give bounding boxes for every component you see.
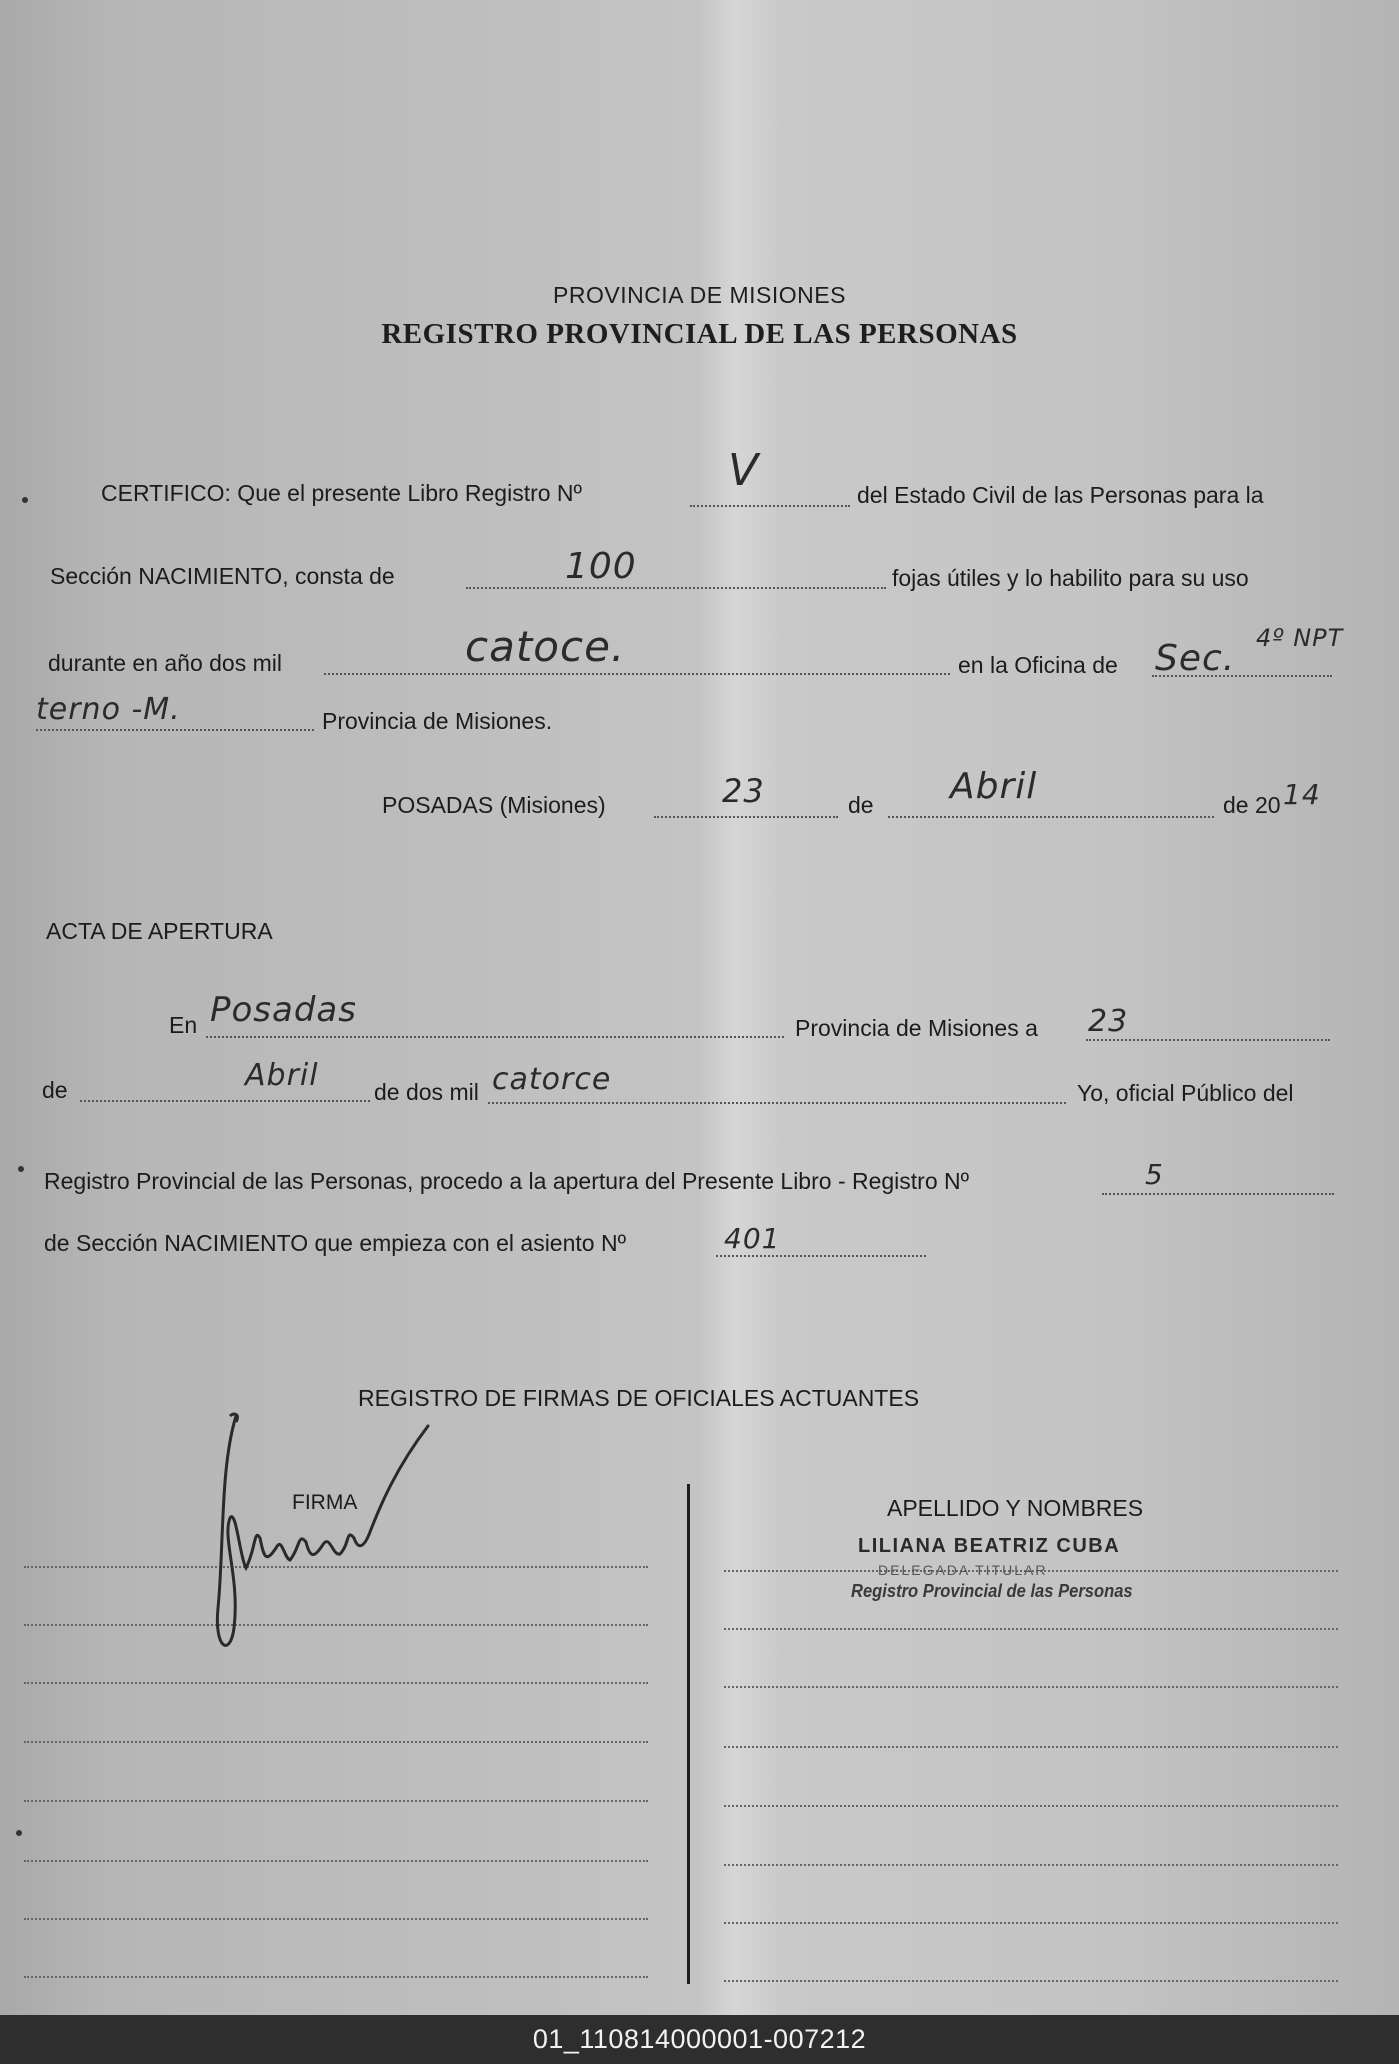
cert-line2-end: fojas útiles y lo habilito para su uso: [892, 565, 1249, 591]
province-title: PROVINCIA DE MISIONES: [553, 282, 846, 308]
cert-line1-end: del Estado Civil de las Personas para la: [857, 482, 1264, 508]
oficina-note-handwritten: 4º NPT: [1256, 624, 1344, 652]
acta-anio-handwritten: catorce: [492, 1062, 612, 1097]
nombres-column-label: APELLIDO Y NOMBRES: [887, 1495, 1144, 1521]
name-line: [724, 1805, 1338, 1807]
acta-line4-text: de Sección NACIMIENTO que empieza con el asiento Nº: [44, 1230, 626, 1256]
acta-de-label: de: [42, 1077, 68, 1103]
signature-line: [24, 1741, 648, 1743]
signature-line: [24, 1976, 648, 1978]
dia-handwritten: 23: [722, 772, 765, 810]
de-anio-label: de 20: [1223, 792, 1281, 818]
acta-dos-mil-label: de dos mil: [374, 1079, 479, 1105]
mes-handwritten: Abril: [950, 766, 1038, 807]
registro-number-handwritten: 5: [1145, 1158, 1164, 1191]
fill-line: [80, 1100, 370, 1102]
asiento-handwritten: 401: [724, 1222, 781, 1255]
de-label: de: [848, 792, 874, 818]
scan-mark: [22, 497, 28, 503]
fill-line: [654, 816, 838, 818]
registry-title: REGISTRO PROVINCIAL DE LAS PERSONAS: [381, 318, 1018, 350]
fill-line: [466, 587, 886, 589]
name-line: [724, 1922, 1338, 1924]
acta-dia-handwritten: 23: [1088, 1004, 1129, 1039]
name-line: [724, 1686, 1338, 1688]
stamp-role: DELEGADA TITULAR: [878, 1562, 1048, 1578]
signature-line: [24, 1800, 648, 1802]
cert-line4-text: Provincia de Misiones.: [322, 708, 553, 734]
name-line: [724, 1628, 1338, 1630]
handwritten-signature: [200, 1408, 440, 1668]
cert-line2-text: Sección NACIMIENTO, consta de: [50, 563, 395, 589]
column-divider: [687, 1484, 690, 1984]
lugar-handwritten: Posadas: [210, 990, 357, 1030]
cert-line3-text: durante en año dos mil: [48, 650, 282, 676]
fill-line: [690, 505, 850, 507]
scan-mark: [18, 1166, 24, 1172]
oficina-continued-handwritten: terno -M.: [36, 692, 181, 727]
fill-line: [206, 1036, 784, 1038]
city-label: POSADAS (Misiones): [382, 792, 606, 818]
libro-number-handwritten: V: [728, 445, 760, 496]
signatures-title: REGISTRO DE FIRMAS DE OFICIALES ACTUANTES: [358, 1385, 920, 1411]
fill-line: [488, 1102, 1066, 1104]
fill-line: [1086, 1039, 1330, 1041]
cert-line3-mid: en la Oficina de: [958, 652, 1118, 678]
stamp-name: LILIANA BEATRIZ CUBA: [858, 1535, 1121, 1557]
name-line: [724, 1746, 1338, 1748]
anio-digit-handwritten: 14: [1283, 778, 1321, 811]
oficina-handwritten: Sec.: [1155, 638, 1236, 679]
acta-en-label: En: [169, 1012, 198, 1038]
acta-mes-handwritten: Abril: [245, 1058, 319, 1093]
fill-line: [36, 729, 314, 731]
acta-yo-label: Yo, oficial Público del: [1077, 1080, 1294, 1106]
name-line: [724, 1980, 1338, 1982]
acta-title: ACTA DE APERTURA: [46, 918, 273, 944]
cert-line1-text: CERTIFICO: Que el presente Libro Registro Nº: [101, 480, 582, 506]
signature-line: [24, 1682, 648, 1684]
firma-column-label: FIRMA: [292, 1491, 358, 1514]
signature-line: [24, 1860, 648, 1862]
stamp-office: Registro Provincial de las Personas: [851, 1581, 1133, 1601]
signature-line: [24, 1918, 648, 1920]
fill-line: [324, 673, 950, 675]
scan-mark: [16, 1830, 22, 1836]
acta-line3-text: Registro Provincial de las Personas, procedo a la apertura del Presente Libro - Registro Nº: [44, 1168, 970, 1194]
acta-provincia-label: Provincia de Misiones a: [795, 1015, 1038, 1041]
scan-footer-code: 01_110814000001-007212: [0, 2015, 1399, 2064]
anio-handwritten: catoce.: [465, 622, 626, 671]
fill-line: [1102, 1193, 1334, 1195]
fill-line: [888, 816, 1214, 818]
fojas-handwritten: 100: [565, 546, 637, 587]
fill-line: [716, 1255, 926, 1257]
name-line: [724, 1864, 1338, 1866]
